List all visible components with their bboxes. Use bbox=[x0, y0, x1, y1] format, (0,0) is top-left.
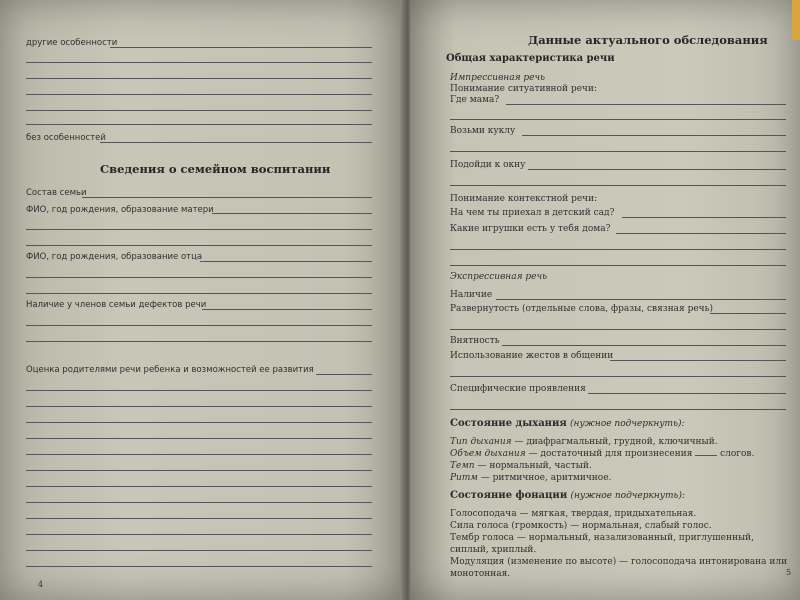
answer-line[interactable] bbox=[202, 309, 372, 310]
answer-line[interactable] bbox=[450, 185, 786, 186]
breath-volume-key: Объем дыхания bbox=[450, 449, 526, 459]
extent-label: Развернутость (отдельные слова, фразы, связная речь) bbox=[450, 304, 714, 314]
breath-type-key: Тип дыхания bbox=[450, 437, 512, 447]
answer-line[interactable] bbox=[26, 229, 372, 230]
syllable-count-blank[interactable] bbox=[695, 455, 717, 456]
q-arrived-label: На чем ты приехал в детский сад? bbox=[450, 208, 615, 218]
answer-line[interactable] bbox=[26, 470, 372, 471]
answer-line[interactable] bbox=[622, 217, 786, 218]
answer-line[interactable] bbox=[200, 261, 372, 262]
answer-line[interactable] bbox=[26, 293, 372, 294]
breathing-title-row bbox=[450, 418, 685, 429]
phonation-item: Модуляция (изменение по высоте) — голосоподача интонирована или монотонная. bbox=[450, 557, 788, 579]
answer-line[interactable] bbox=[26, 534, 372, 535]
answer-line[interactable] bbox=[506, 104, 786, 105]
answer-line[interactable] bbox=[610, 360, 786, 361]
answer-line[interactable] bbox=[710, 313, 786, 314]
answer-line[interactable] bbox=[26, 325, 372, 326]
breathing-title: Состояние дыхания bbox=[450, 418, 567, 429]
answer-line[interactable] bbox=[212, 213, 372, 214]
answer-line[interactable] bbox=[82, 197, 372, 198]
answer-line[interactable] bbox=[528, 169, 786, 170]
tempo-value: — нормальный, частый. bbox=[474, 461, 592, 471]
answer-line[interactable] bbox=[110, 47, 372, 48]
phonation-title-row bbox=[450, 490, 685, 501]
phonation-item: Сила голоса (громкость) — нормальная, слабый голос. bbox=[450, 521, 712, 531]
answer-line[interactable] bbox=[450, 151, 786, 152]
phonation-list bbox=[450, 508, 790, 580]
answer-line[interactable] bbox=[502, 345, 786, 346]
page-number-right: 5 bbox=[786, 568, 792, 577]
breath-type-row bbox=[450, 436, 718, 448]
answer-line[interactable] bbox=[26, 502, 372, 503]
phonation-item: Голосоподача — мягкая, твердая, придыхательная. bbox=[450, 509, 697, 519]
contextual-label: Понимание контекстной речи: bbox=[450, 194, 598, 204]
phonation-note: (нужное подчеркнуть): bbox=[570, 491, 685, 501]
answer-line[interactable] bbox=[26, 518, 372, 519]
family-section-title: Сведения о семейном воспитании bbox=[100, 162, 331, 176]
breath-type-value: — диафрагмальный, грудной, ключичный. bbox=[511, 437, 718, 447]
answer-line[interactable] bbox=[450, 329, 786, 330]
answer-line[interactable] bbox=[26, 277, 372, 278]
q-doll-label: Возьми куклу bbox=[450, 126, 516, 136]
answer-line[interactable] bbox=[450, 265, 786, 266]
mother-label: ФИО, год рождения, образование матери bbox=[26, 205, 214, 215]
situational-label: Понимание ситуативной речи: bbox=[450, 84, 597, 94]
answer-line[interactable] bbox=[26, 245, 372, 246]
tempo-row bbox=[450, 460, 592, 472]
answer-line[interactable] bbox=[26, 110, 372, 111]
expressive-label: Экспрессивная речь bbox=[450, 272, 548, 282]
q-toys-label: Какие игрушки есть у тебя дома? bbox=[450, 224, 611, 234]
answer-line[interactable] bbox=[26, 124, 372, 125]
answer-line[interactable] bbox=[616, 233, 786, 234]
no-features-label: без особенностей bbox=[26, 133, 106, 143]
specific-label: Специфические проявления bbox=[450, 384, 586, 394]
family-label: Состав семьи bbox=[26, 188, 87, 198]
rhythm-key: Ритм bbox=[450, 473, 478, 483]
rhythm-value: — ритмичное, аритмичное. bbox=[477, 473, 612, 483]
answer-line[interactable] bbox=[26, 94, 372, 95]
tempo-key: Темп bbox=[450, 461, 475, 471]
answer-line[interactable] bbox=[496, 299, 786, 300]
answer-line[interactable] bbox=[26, 422, 372, 423]
answer-line[interactable] bbox=[450, 119, 786, 120]
rhythm-row bbox=[450, 472, 611, 484]
gestures-label: Использование жестов в общении bbox=[450, 351, 614, 361]
presence-label: Наличие bbox=[450, 290, 493, 300]
phonation-item: Тембр голоса — нормальный, назализованный, приглушенный, сиплый, хриплый. bbox=[450, 533, 755, 555]
defects-label: Наличие у членов семьи дефектов речи bbox=[26, 300, 207, 310]
answer-line[interactable] bbox=[26, 438, 372, 439]
q-window-label: Подойди к окну bbox=[450, 160, 526, 170]
answer-line[interactable] bbox=[522, 135, 786, 136]
answer-line[interactable] bbox=[450, 249, 786, 250]
answer-line[interactable] bbox=[316, 374, 372, 375]
exam-title: Данные актуального обследования bbox=[528, 33, 768, 47]
answer-line[interactable] bbox=[26, 78, 372, 79]
answer-line[interactable] bbox=[26, 486, 372, 487]
answer-line[interactable] bbox=[26, 390, 372, 391]
answer-line[interactable] bbox=[26, 406, 372, 407]
breath-volume-row bbox=[450, 448, 754, 460]
page-edge-tab bbox=[792, 0, 800, 40]
answer-line[interactable] bbox=[26, 341, 372, 342]
answer-line[interactable] bbox=[100, 142, 372, 143]
breathing-note: (нужное подчеркнуть): bbox=[570, 419, 685, 429]
q-mom-label: Где мама? bbox=[450, 95, 500, 105]
answer-line[interactable] bbox=[26, 550, 372, 551]
answer-line[interactable] bbox=[450, 409, 786, 410]
father-label: ФИО, год рождения, образование отца bbox=[26, 252, 203, 262]
answer-line[interactable] bbox=[588, 393, 786, 394]
other-features-label: другие особенности bbox=[26, 38, 118, 48]
answer-line[interactable] bbox=[26, 566, 372, 567]
answer-line[interactable] bbox=[26, 62, 372, 63]
speech-general-title: Общая характеристика речи bbox=[446, 53, 615, 64]
phonation-title: Состояние фонации bbox=[450, 490, 568, 501]
clarity-label: Внятность bbox=[450, 336, 500, 346]
page-number-left: 4 bbox=[38, 580, 44, 589]
impressive-label: Импрессивная речь bbox=[450, 73, 546, 83]
answer-line[interactable] bbox=[26, 454, 372, 455]
assessment-label: Оценка родителями речи ребенка и возможностей ее развития bbox=[26, 365, 314, 375]
right-page bbox=[410, 0, 800, 600]
answer-line[interactable] bbox=[450, 376, 786, 377]
breath-volume-value: — достаточный для произнесения bbox=[525, 449, 693, 459]
breath-volume-end: слогов. bbox=[720, 449, 755, 459]
